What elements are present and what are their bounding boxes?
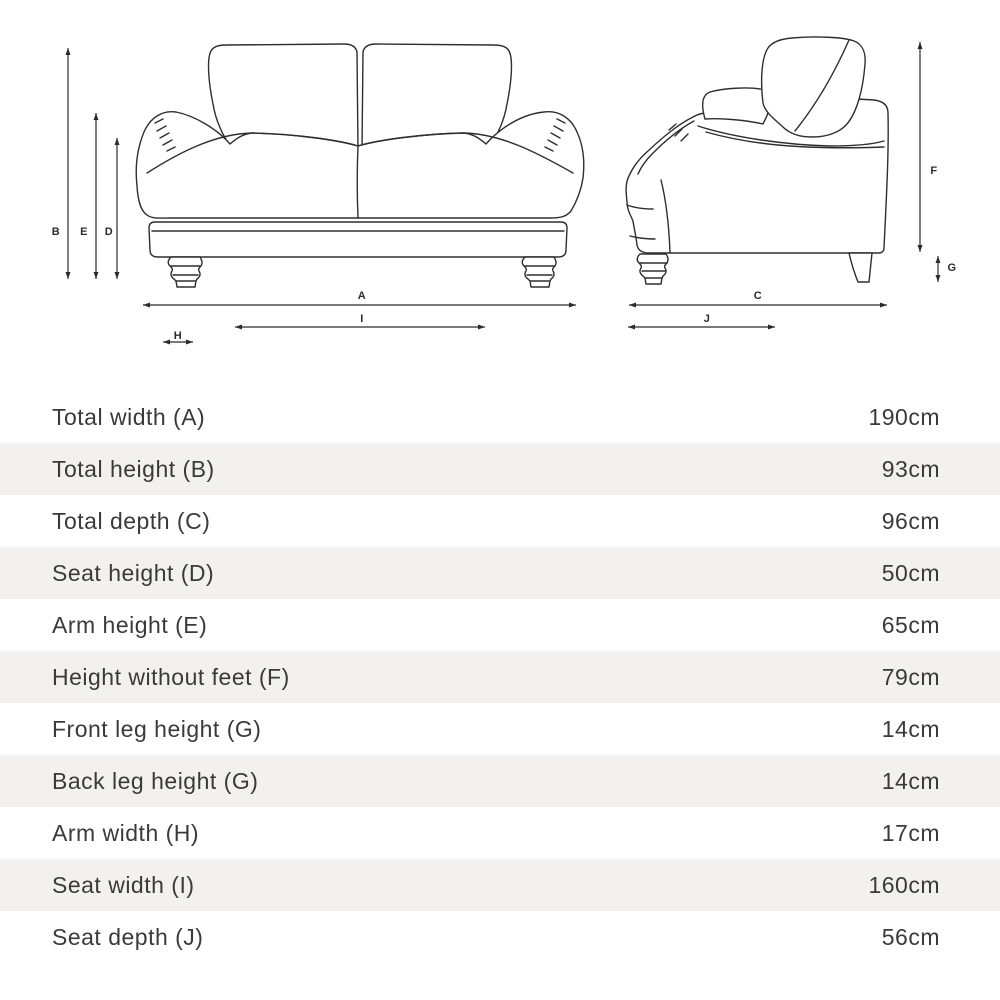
sofa-side-view	[626, 37, 888, 284]
dimension-value: 50cm	[881, 559, 940, 586]
front-foot-right	[522, 257, 556, 287]
table-row	[0, 547, 1000, 599]
dimension-value: 93cm	[881, 455, 940, 482]
table-row	[0, 651, 1000, 703]
side-back-leg	[849, 253, 872, 282]
sofa-front-view	[136, 44, 583, 287]
dimension-diagram	[0, 0, 1000, 370]
dimension-value: 17cm	[881, 819, 940, 846]
dimension-label-i: I	[360, 313, 364, 325]
dimensions-table	[0, 391, 1000, 963]
front-center-seam	[357, 146, 358, 218]
dimension-label-d: D	[104, 226, 114, 238]
dimension-label-e: E	[80, 226, 88, 238]
dimension-name: Total depth (C)	[52, 507, 211, 534]
dimension-name: Front leg height (G)	[52, 715, 262, 742]
table-row	[0, 443, 1000, 495]
dimension-value: 65cm	[881, 611, 940, 638]
side-front-foot	[637, 254, 668, 284]
dimension-value: 14cm	[881, 767, 940, 794]
table-row	[0, 703, 1000, 755]
table-row	[0, 599, 1000, 651]
dimension-value: 96cm	[881, 507, 940, 534]
front-body	[136, 112, 583, 218]
dimension-label-b: B	[51, 226, 61, 238]
dimension-label-a: A	[357, 290, 367, 302]
dimension-name: Seat height (D)	[52, 559, 215, 586]
dimension-label-j: J	[703, 313, 711, 325]
table-row	[0, 911, 1000, 963]
dimension-value: 79cm	[881, 663, 940, 690]
side-far-arm	[703, 88, 771, 124]
dimension-name: Arm width (H)	[52, 819, 200, 846]
dimension-value: 56cm	[881, 923, 940, 950]
dimension-name: Back leg height (G)	[52, 767, 259, 794]
dimension-label-g: G	[947, 262, 957, 274]
dimension-name: Arm height (E)	[52, 611, 208, 638]
dimension-value: 160cm	[868, 871, 940, 898]
table-row	[0, 755, 1000, 807]
table-row	[0, 391, 1000, 443]
dimension-name: Total height (B)	[52, 455, 215, 482]
dimension-name: Seat width (I)	[52, 871, 195, 898]
dimension-value: 14cm	[881, 715, 940, 742]
front-base	[149, 222, 567, 257]
dimension-name: Height without feet (F)	[52, 663, 290, 690]
dimension-label-c: C	[753, 290, 763, 302]
front-foot-left	[168, 257, 202, 287]
dimension-value: 190cm	[868, 403, 940, 430]
table-row	[0, 859, 1000, 911]
table-row	[0, 807, 1000, 859]
dimension-name: Total width (A)	[52, 403, 206, 430]
dimension-name: Seat depth (J)	[52, 923, 204, 950]
dimension-label-f: F	[930, 165, 938, 177]
sofa-dimension-drawing	[0, 0, 1000, 370]
dimension-label-h: H	[173, 330, 183, 342]
table-row	[0, 495, 1000, 547]
